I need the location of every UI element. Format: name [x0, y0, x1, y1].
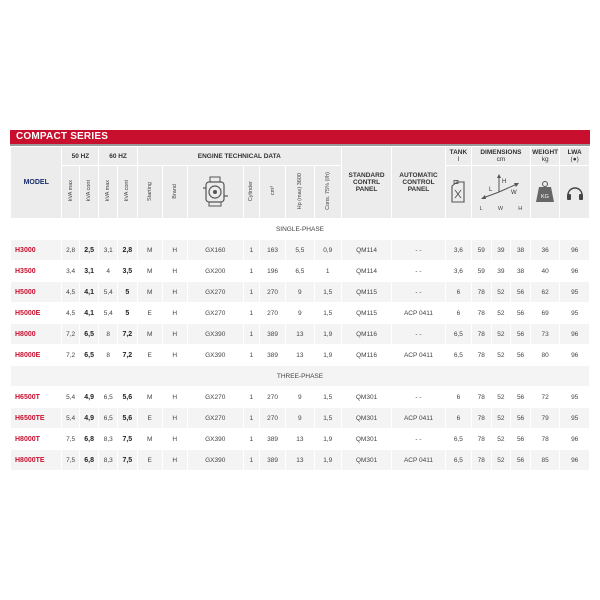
hp-label: Hp (max) 3600: [296, 172, 303, 210]
table-cell: 96: [560, 429, 589, 449]
table-cell: 8: [99, 324, 117, 344]
table-cell: 73: [531, 324, 559, 344]
table-cell: 1: [244, 324, 259, 344]
table-cell: 96: [560, 324, 589, 344]
table-cell: 1: [244, 282, 259, 302]
table-cell: 7,5: [62, 429, 78, 449]
table-cell: 5,6: [118, 387, 137, 407]
table-cell: 56: [511, 429, 530, 449]
table-cell: 78: [472, 282, 491, 302]
table-cell: H: [163, 282, 187, 302]
table-cell: E: [138, 345, 162, 365]
table-row: [11, 345, 589, 365]
table-cell: 95: [560, 282, 589, 302]
table-cell: 78: [472, 324, 491, 344]
table-cell: 36: [531, 240, 559, 260]
table-cell: H: [163, 345, 187, 365]
cylinder-label: Cylinder: [248, 180, 255, 202]
table-cell: 39: [492, 261, 511, 281]
table-cell: 40: [531, 261, 559, 281]
table-cell: 3,5: [118, 261, 137, 281]
table-cell: ACP 0411: [392, 450, 445, 470]
starting-header: [138, 166, 162, 218]
table-cell: H: [163, 450, 187, 470]
table-cell: H: [163, 324, 187, 344]
table-cell: GX390: [188, 345, 243, 365]
table-cell: 2,8: [118, 240, 137, 260]
dimensions-unit: cm: [496, 156, 506, 163]
kva-cont-label: kVA cont: [124, 180, 131, 202]
table-cell: 9: [286, 408, 313, 428]
table-cell: 1: [244, 450, 259, 470]
table-cell: 78: [472, 387, 491, 407]
table-cell: QM114: [342, 240, 391, 260]
table-cell: M: [138, 261, 162, 281]
table-cell: 5: [118, 282, 137, 302]
group-label: THREE-PHASE: [11, 366, 589, 386]
table-cell: QM115: [342, 282, 391, 302]
table-cell: QM116: [342, 345, 391, 365]
table-cell: 39: [492, 240, 511, 260]
spec-sheet: [10, 130, 590, 471]
table-cell: 96: [560, 345, 589, 365]
table-cell: 1: [244, 240, 259, 260]
table-cell: QM114: [342, 261, 391, 281]
table-cell: 95: [560, 408, 589, 428]
svg-text:H: H: [501, 179, 507, 185]
kva-cont-50-header: [80, 166, 99, 218]
table-row: [11, 282, 589, 302]
table-cell: 13: [286, 324, 313, 344]
table-cell: 5,4: [99, 282, 117, 302]
table-cell: 78: [531, 429, 559, 449]
table-cell: 56: [511, 282, 530, 302]
model-cell: H3000: [11, 240, 61, 260]
table-row: [11, 240, 589, 260]
table-cell: 7,5: [118, 429, 137, 449]
lwa-unit: (●): [570, 156, 579, 163]
table-cell: 4,5: [62, 303, 78, 323]
cons-label: Cons. 75% (l/h): [324, 172, 331, 210]
data-body: [11, 219, 589, 470]
table-cell: 196: [260, 261, 285, 281]
table-cell: 6: [446, 408, 471, 428]
table-cell: GX390: [188, 429, 243, 449]
table-cell: 6,5: [446, 450, 471, 470]
engine-header: ENGINE TECHNICAL DATA: [138, 147, 341, 165]
table-cell: 62: [531, 282, 559, 302]
table-cell: M: [138, 282, 162, 302]
table-cell: M: [138, 387, 162, 407]
table-cell: 5,4: [62, 408, 78, 428]
kg-text: KG: [541, 194, 550, 200]
table-cell: E: [138, 450, 162, 470]
table-cell: 6: [446, 303, 471, 323]
lwa-label: LWA: [567, 149, 582, 156]
table-cell: 52: [492, 303, 511, 323]
table-cell: QM301: [342, 429, 391, 449]
table-cell: 270: [260, 387, 285, 407]
table-cell: - -: [392, 240, 445, 260]
kva-cont-60-header: [118, 166, 137, 218]
model-cell: H8000T: [11, 429, 61, 449]
table-cell: QM301: [342, 387, 391, 407]
model-cell: H5000E: [11, 303, 61, 323]
cm3-label: cm³: [269, 186, 276, 196]
table-cell: GX390: [188, 450, 243, 470]
table-cell: 38: [511, 240, 530, 260]
table-cell: 7,2: [62, 324, 78, 344]
table-cell: H: [163, 408, 187, 428]
table-cell: 1,5: [315, 387, 341, 407]
table-cell: GX270: [188, 303, 243, 323]
table-cell: 3,1: [80, 261, 99, 281]
table-cell: 1: [315, 261, 341, 281]
svg-text:L: L: [488, 187, 493, 193]
table-cell: 1,5: [315, 408, 341, 428]
table-cell: 6: [446, 282, 471, 302]
engine-icon: [188, 166, 243, 218]
fuel-tank-icon: [446, 166, 471, 218]
kva-max-label: kVA max: [67, 180, 74, 202]
automatic-panel-header: AUTOMATIC CONTROL PANEL: [392, 147, 445, 218]
series-title: COMPACT SERIES: [10, 130, 590, 144]
table-row: [11, 261, 589, 281]
model-cell: H8000: [11, 324, 61, 344]
table-cell: GX390: [188, 324, 243, 344]
table-cell: 1: [244, 429, 259, 449]
table-cell: H: [163, 303, 187, 323]
headphones-icon: [560, 166, 589, 218]
table-cell: 56: [511, 387, 530, 407]
model-cell: H8000E: [11, 345, 61, 365]
table-cell: 56: [511, 408, 530, 428]
hz50-header: 50 HZ: [62, 147, 98, 165]
table-cell: 1: [244, 261, 259, 281]
table-cell: 1,5: [315, 282, 341, 302]
table-cell: 72: [531, 387, 559, 407]
table-cell: 6,5: [99, 408, 117, 428]
table-cell: 95: [560, 303, 589, 323]
table-cell: ACP 0411: [392, 345, 445, 365]
weight-unit: kg: [541, 156, 549, 163]
spec-table: [10, 146, 590, 471]
table-cell: 6,8: [80, 450, 99, 470]
table-cell: 78: [472, 429, 491, 449]
table-cell: E: [138, 408, 162, 428]
table-cell: 1: [244, 387, 259, 407]
table-cell: 389: [260, 345, 285, 365]
table-cell: H: [163, 240, 187, 260]
table-cell: 9: [286, 387, 313, 407]
table-cell: GX270: [188, 408, 243, 428]
table-cell: 1,9: [315, 450, 341, 470]
table-cell: 4,1: [80, 282, 99, 302]
table-cell: 79: [531, 408, 559, 428]
table-cell: 96: [560, 240, 589, 260]
table-row: [11, 324, 589, 344]
table-cell: 7,2: [118, 324, 137, 344]
table-cell: 7,2: [118, 345, 137, 365]
table-cell: 389: [260, 429, 285, 449]
table-cell: - -: [392, 324, 445, 344]
table-cell: 4,1: [80, 303, 99, 323]
table-cell: 6,5: [286, 261, 313, 281]
table-cell: 8: [99, 345, 117, 365]
table-cell: QM116: [342, 324, 391, 344]
table-cell: 6: [446, 387, 471, 407]
group-row: [11, 366, 589, 386]
svg-text:W: W: [510, 190, 517, 196]
table-cell: M: [138, 324, 162, 344]
table-cell: 13: [286, 345, 313, 365]
table-cell: H: [163, 429, 187, 449]
dim-l-label: L: [479, 206, 483, 212]
cons-header: [315, 166, 341, 218]
table-cell: 3,4: [62, 261, 78, 281]
table-cell: 163: [260, 240, 285, 260]
table-cell: 96: [560, 450, 589, 470]
table-cell: 9: [286, 282, 313, 302]
table-cell: 52: [492, 324, 511, 344]
table-cell: GX200: [188, 261, 243, 281]
table-cell: GX270: [188, 282, 243, 302]
tank-label: TANK: [449, 149, 468, 156]
model-cell: H3500: [11, 261, 61, 281]
table-cell: 38: [511, 261, 530, 281]
table-cell: 1,9: [315, 429, 341, 449]
table-cell: 4,9: [80, 408, 99, 428]
kva-max-60-header: [99, 166, 117, 218]
table-cell: - -: [392, 261, 445, 281]
dim-h-label: H: [518, 206, 523, 212]
table-cell: H: [163, 387, 187, 407]
table-cell: 3,1: [99, 240, 117, 260]
table-cell: - -: [392, 282, 445, 302]
lwa-header: [560, 147, 589, 165]
table-cell: 389: [260, 450, 285, 470]
model-cell: H5000: [11, 282, 61, 302]
table-cell: 52: [492, 408, 511, 428]
table-cell: 270: [260, 408, 285, 428]
table-cell: - -: [392, 387, 445, 407]
table-cell: E: [138, 303, 162, 323]
table-cell: 5,6: [118, 408, 137, 428]
table-cell: 56: [511, 324, 530, 344]
table-row: [11, 429, 589, 449]
kva-max-label: kVA max: [105, 180, 112, 202]
table-cell: 9: [286, 303, 313, 323]
table-cell: 270: [260, 303, 285, 323]
kva-cont-label: kVA cont: [86, 180, 93, 202]
table-cell: 78: [472, 345, 491, 365]
table-cell: 78: [472, 408, 491, 428]
table-cell: 56: [511, 303, 530, 323]
table-cell: 8,3: [99, 429, 117, 449]
table-cell: 1: [244, 303, 259, 323]
standard-panel-header: STANDARD CONTRL PANEL: [342, 147, 391, 218]
table-cell: 6,5: [80, 345, 99, 365]
weight-icon: [531, 166, 559, 218]
table-cell: 13: [286, 450, 313, 470]
table-cell: 6,5: [80, 324, 99, 344]
table-row: [11, 408, 589, 428]
table-cell: 6,5: [446, 429, 471, 449]
hz60-header: 60 HZ: [99, 147, 136, 165]
table-cell: QM301: [342, 450, 391, 470]
cm3-header: [260, 166, 285, 218]
table-cell: 7,5: [118, 450, 137, 470]
table-row: [11, 303, 589, 323]
table-cell: 56: [511, 345, 530, 365]
table-cell: 7,2: [62, 345, 78, 365]
table-cell: 1: [244, 408, 259, 428]
dimensions-axes-icon: [477, 172, 525, 202]
model-cell: H6500T: [11, 387, 61, 407]
table-cell: 5,4: [62, 387, 78, 407]
model-header: MODEL: [11, 147, 61, 218]
group-row: [11, 219, 589, 239]
table-cell: 52: [492, 429, 511, 449]
table-cell: QM115: [342, 303, 391, 323]
dimensions-label: DIMENSIONS: [480, 149, 522, 156]
dimensions-cell: [472, 166, 530, 218]
table-cell: 270: [260, 282, 285, 302]
table-cell: 3,6: [446, 261, 471, 281]
table-cell: 13: [286, 429, 313, 449]
table-cell: - -: [392, 429, 445, 449]
table-cell: 6,8: [80, 429, 99, 449]
group-label: SINGLE-PHASE: [11, 219, 589, 239]
model-cell: H8000TE: [11, 450, 61, 470]
table-cell: GX160: [188, 240, 243, 260]
table-cell: 4: [99, 261, 117, 281]
table-row: [11, 450, 589, 470]
table-cell: M: [138, 429, 162, 449]
cylinder-header: [244, 166, 259, 218]
brand-label: Brand: [171, 183, 178, 199]
weight-header: [531, 147, 559, 165]
table-cell: 69: [531, 303, 559, 323]
weight-label: WEIGHT: [532, 149, 559, 156]
table-cell: 8,3: [99, 450, 117, 470]
table-cell: 52: [492, 387, 511, 407]
table-row: [11, 387, 589, 407]
table-cell: ACP 0411: [392, 303, 445, 323]
dimensions-header: [472, 147, 530, 165]
kva-max-50-header: [62, 166, 78, 218]
table-cell: QM301: [342, 408, 391, 428]
table-cell: 78: [472, 450, 491, 470]
table-cell: 59: [472, 261, 491, 281]
table-cell: 7,5: [62, 450, 78, 470]
table-cell: 52: [492, 450, 511, 470]
table-cell: 56: [511, 450, 530, 470]
hp-header: [286, 166, 313, 218]
table-cell: 59: [472, 240, 491, 260]
tank-unit: l: [457, 156, 460, 163]
table-cell: 52: [492, 282, 511, 302]
table-cell: 85: [531, 450, 559, 470]
tank-header: [446, 147, 471, 165]
table-cell: 5: [118, 303, 137, 323]
table-cell: ACP 0411: [392, 408, 445, 428]
table-cell: 5,5: [286, 240, 313, 260]
table-cell: 389: [260, 324, 285, 344]
table-cell: 78: [472, 303, 491, 323]
table-cell: 5,4: [99, 303, 117, 323]
dim-w-label: W: [497, 206, 504, 212]
table-cell: 3,6: [446, 240, 471, 260]
table-cell: 95: [560, 387, 589, 407]
table-cell: 4,9: [80, 387, 99, 407]
table-cell: 2,5: [80, 240, 99, 260]
table-cell: 1,9: [315, 345, 341, 365]
table-cell: GX270: [188, 387, 243, 407]
table-cell: 6,5: [446, 345, 471, 365]
table-cell: 1,5: [315, 303, 341, 323]
table-cell: 6,5: [446, 324, 471, 344]
table-cell: 2,8: [62, 240, 78, 260]
table-cell: 6,5: [99, 387, 117, 407]
table-cell: 1: [244, 345, 259, 365]
table-cell: 1,9: [315, 324, 341, 344]
starting-label: Starting: [146, 181, 153, 201]
table-cell: H: [163, 261, 187, 281]
table-cell: 80: [531, 345, 559, 365]
table-cell: 4,5: [62, 282, 78, 302]
table-cell: 96: [560, 261, 589, 281]
brand-header: [163, 166, 187, 218]
table-cell: 52: [492, 345, 511, 365]
table-cell: M: [138, 240, 162, 260]
table-cell: 0,9: [315, 240, 341, 260]
model-cell: H6500TE: [11, 408, 61, 428]
